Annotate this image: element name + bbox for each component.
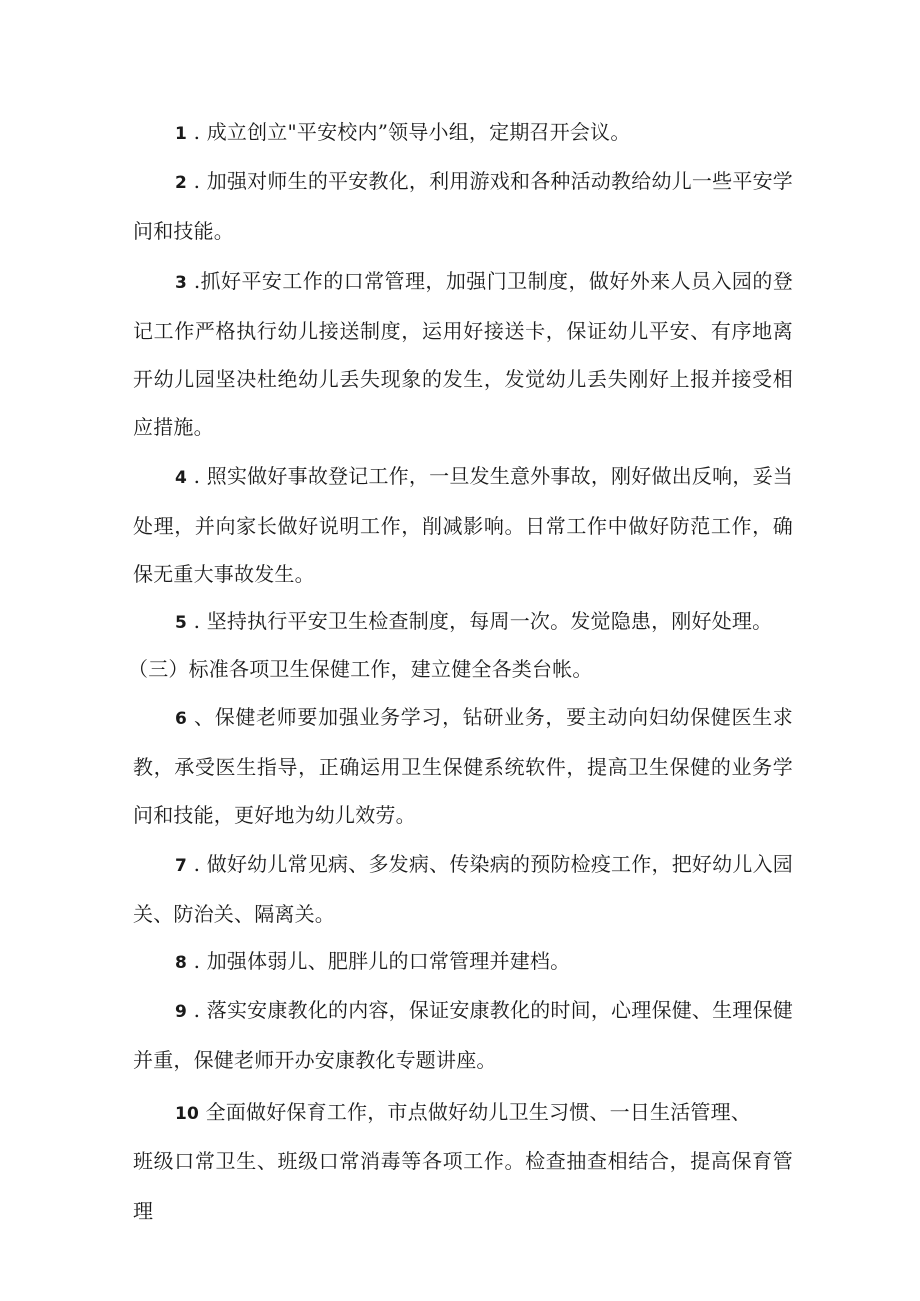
item-number: 8 (175, 953, 188, 973)
item-number: 1 (175, 124, 188, 144)
paragraph-6 (133, 693, 793, 839)
paragraph-5 (133, 597, 793, 647)
paragraph-text: 班级口常卫生、班级口常消毒等各项工作。检查抽查相结合，提高保育管理 (133, 1149, 793, 1223)
item-number: 4 (175, 468, 188, 488)
item-number: 2 (175, 173, 188, 193)
item-number: 9 (175, 1002, 188, 1022)
paragraph-text: . 做好幼儿常见病、多发病、传染病的预防检疫工作，把好幼儿入园关、防治关、隔离关。 (133, 852, 793, 926)
paragraph-8 (133, 937, 793, 987)
paragraph-text: . 加强对师生的平安教化，利用游戏和各种活动教给幼儿一些平安学问和技能。 (133, 169, 793, 243)
item-number: 3 (175, 273, 188, 293)
paragraph-7 (133, 840, 793, 938)
paragraph-3 (133, 257, 793, 451)
item-number: 5 (175, 613, 188, 633)
paragraph-text: 、保健老师要加强业务学习，钻研业务，要主动向妇幼保健医生求教，承受医生指导，正确运用卫生保健系统软件，提高卫生保健的业务学问和技能，更好地为幼儿效劳。 (133, 705, 793, 827)
paragraph-text: . 坚持执行平安卫生检查制度，每周一次。发觉隐患，刚好处理。 (187, 609, 773, 633)
item-number: 7 (175, 856, 188, 876)
paragraph-text: . 落实安康教化的内容，保证安康教化的时间，心理保健、生理保健并重，保健老师开办安康教化专题讲座。 (133, 998, 793, 1072)
paragraph-1 (133, 108, 793, 158)
item-number: 6 (175, 709, 188, 729)
paragraph-10-continued (133, 1137, 793, 1235)
paragraph-text: （三）标准各项卫生保健工作，建立健全各类台帐。 (128, 657, 593, 681)
paragraph-text: . 成立创立"平安校内”领导小组，定期召开会议。 (187, 120, 631, 144)
paragraph-text: .抓好平安工作的口常管理，加强门卫制度，做好外来人员入园的登记工作严格执行幼儿接送制度，运用好接送卡，保证幼儿平安、有序地离开幼儿园坚决杜绝幼儿丢失现象的发生，发觉幼儿丢失刚好上报并接受相应措施。 (133, 269, 793, 439)
item-number: 10 (175, 1104, 200, 1124)
paragraph-text: . 加强体弱儿、肥胖儿的口常管理并建档。 (187, 949, 571, 973)
paragraph-10 (133, 1088, 793, 1138)
paragraph-9 (133, 986, 793, 1084)
paragraph-text: . 照实做好事故登记工作，一旦发生意外事故，刚好做出反响，妥当处理，并向家长做好说明工作，削减影响。日常工作中做好防范工作，确保无重大事故发生。 (133, 464, 793, 586)
section-heading (128, 645, 788, 695)
paragraph-4 (133, 452, 793, 598)
paragraph-text: 全面做好保育工作，市点做好幼儿卫生习惯、一日生活管理、 (199, 1100, 752, 1124)
paragraph-2 (133, 157, 793, 255)
